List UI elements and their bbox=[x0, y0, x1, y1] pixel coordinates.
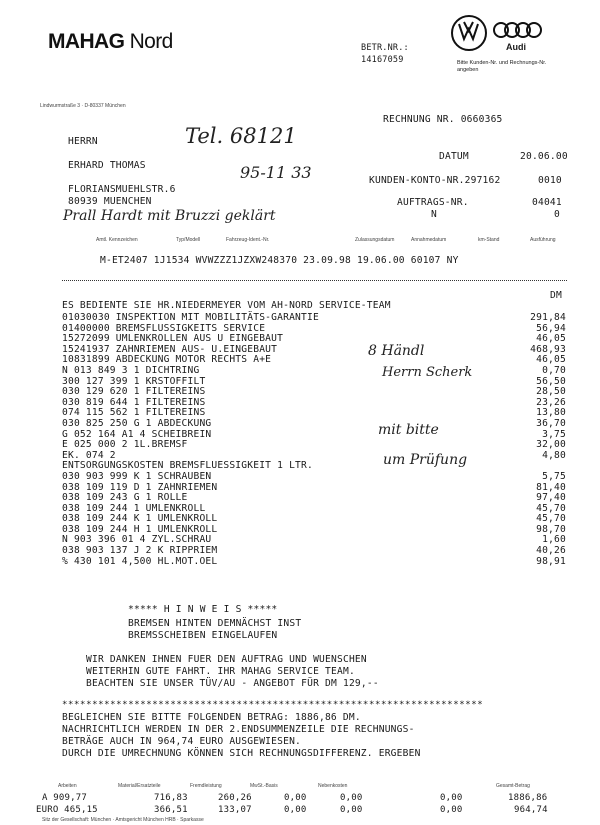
auftrags-label: AUFTRAGS-NR. bbox=[397, 197, 469, 208]
footer-text: Sitz der Gesellschaft: München · Amtsgericht München HRB · Sparkasse bbox=[42, 817, 204, 823]
list-item: EK. 074 2 bbox=[62, 449, 116, 461]
currency-label: DM bbox=[550, 290, 562, 301]
item-amount: 23,26 bbox=[536, 396, 566, 408]
totals-row2-gesamt: 964,74 bbox=[514, 805, 548, 815]
list-item: 030 903 999 K 1 SCHRAUBEN bbox=[62, 470, 212, 482]
item-amount: 45,70 bbox=[536, 502, 566, 514]
handwritten-side3: mit bitte bbox=[378, 422, 439, 438]
item-amount: 46,05 bbox=[536, 354, 566, 366]
item-amount: 32,00 bbox=[536, 439, 566, 451]
handwritten-code: 95-11 33 bbox=[240, 163, 312, 182]
stars-separator: ********************************************************************** bbox=[62, 700, 484, 710]
list-item: 038 109 119 D 1 ZAHNRIEMEN bbox=[62, 481, 218, 493]
vehicle-label-kennzeichen: Amtl. Kennzeichen bbox=[96, 237, 138, 243]
list-item: 038 109 243 G 1 ROLLE bbox=[62, 492, 188, 504]
list-item: 038 109 244 K 1 UMLENKROLL bbox=[62, 513, 218, 525]
totals-row1-arbeiten: A 909,77 bbox=[42, 793, 87, 803]
item-amount: 5,75 bbox=[542, 470, 566, 482]
item-amount: 81,40 bbox=[536, 481, 566, 493]
list-item: 030 819 644 1 FILTEREINS bbox=[62, 396, 206, 408]
vehicle-label-ausfuehrung: Ausführung bbox=[530, 237, 556, 243]
item-amount: 46,05 bbox=[536, 333, 566, 345]
list-item: 15241937 ZAHNRIEMEN AUS- U.EINGEBAUT bbox=[62, 343, 278, 355]
amount-list bbox=[500, 313, 566, 567]
item-amount: 98,70 bbox=[536, 523, 566, 535]
vehicle-label-typ: Typ/Modell bbox=[176, 237, 201, 243]
list-item: 300 127 399 1 KRSTOFFILT bbox=[62, 375, 206, 387]
item-amount: 1,60 bbox=[542, 534, 566, 546]
hinweis-line2: BREMSSCHEIBEN EINGELAUFEN bbox=[128, 630, 278, 641]
customer-city: 80939 MUENCHEN bbox=[68, 196, 152, 207]
list-item: N 013 849 3 1 DICHTRING bbox=[62, 364, 200, 376]
item-amount: 291,84 bbox=[530, 312, 566, 323]
handwritten-side2: Herrn Scherk bbox=[382, 365, 473, 380]
audi-rings-icon bbox=[493, 22, 553, 38]
totals-label-mwst: MwSt.-Basis bbox=[250, 783, 278, 789]
hinweis-title: ***** H I N W E I S ***** bbox=[128, 604, 278, 615]
vehicle-label-km: km-Stand bbox=[478, 237, 500, 243]
company-logo: MAHAG Nord bbox=[48, 30, 173, 53]
item-amount: 40,26 bbox=[536, 545, 566, 557]
vehicle-label-zulassung: Zulassungsdatum bbox=[355, 237, 395, 243]
item-list bbox=[62, 313, 319, 567]
item-amount: 0,70 bbox=[542, 364, 566, 376]
totals-row1-fremd: 260,26 bbox=[218, 793, 252, 803]
customer-name: ERHARD THOMAS bbox=[68, 160, 146, 171]
list-item: 038 903 137 J 2 K RIPPRIEM bbox=[62, 545, 218, 557]
list-item: G 052 164 A1 4 SCHEIBREIN bbox=[62, 428, 212, 440]
totals-row2-fremd: 133,07 bbox=[218, 805, 252, 815]
totals-label-gesamt: Gesamt-Betrag bbox=[496, 783, 530, 789]
item-amount: 3,75 bbox=[542, 428, 566, 440]
list-item: E 025 000 2 1L.BREMSF bbox=[62, 439, 188, 451]
totals-label-arbeiten: Arbeiten bbox=[58, 783, 77, 789]
totals-label-material: Material/Ersatzteile bbox=[118, 783, 161, 789]
datum-value: 20.06.00 bbox=[520, 151, 568, 162]
handwritten-side4: um Prüfung bbox=[383, 452, 468, 468]
customer-street: FLORIANSMUEHLSTR.6 bbox=[68, 184, 176, 195]
item-amount: 28,50 bbox=[536, 386, 566, 398]
payment-line1: BEGLEICHEN SIE BITTE FOLGENDEN BETRAG: 1886,86 DM. bbox=[62, 712, 361, 723]
item-amount: 97,40 bbox=[536, 492, 566, 504]
vw-logo-icon bbox=[451, 15, 487, 51]
totals-row1-neben: 0,00 bbox=[340, 793, 363, 803]
list-item: 10831899 ABDECKUNG MOTOR RECHTS A+E bbox=[62, 354, 272, 366]
totals-label-fremd: Fremdleistung bbox=[190, 783, 222, 789]
kunden-label: KUNDEN-KONTO-NR.297162 bbox=[369, 175, 501, 186]
handwritten-note: Prall Hardt mit Bruzzi geklärt bbox=[63, 208, 276, 224]
hinweis-line1: BREMSEN HINTEN DEMNÄCHST INST bbox=[128, 618, 302, 629]
item-amount: 56,94 bbox=[536, 322, 566, 334]
list-item: 030 825 250 G 1 ABDECKUNG bbox=[62, 417, 212, 429]
totals-label-neben: Nebenkosten bbox=[318, 783, 348, 789]
item-amount: 45,70 bbox=[536, 513, 566, 525]
totals-row2-arbeiten: EURO 465,15 bbox=[36, 805, 98, 815]
list-item: 074 115 562 1 FILTEREINS bbox=[62, 407, 206, 419]
totals-row2-material: 366,51 bbox=[154, 805, 188, 815]
totals-row1-mwst: 0,00 bbox=[284, 793, 307, 803]
list-item: 01400000 BREMSFLUSSIGKEITS SERVICE bbox=[62, 322, 266, 334]
totals-row2-neben: 0,00 bbox=[340, 805, 363, 815]
list-item: % 430 101 4,500 HL.MOT.OEL bbox=[62, 555, 218, 567]
list-item: N 903 396 01 4 ZYL.SCHRAU bbox=[62, 534, 212, 546]
totals-row1-material: 716,83 bbox=[154, 793, 188, 803]
list-item: ENTSORGUNGSKOSTEN BREMSFLUESSIGKEIT 1 LTR. bbox=[62, 460, 313, 472]
item-amount: 4,80 bbox=[542, 449, 566, 461]
auftrags-value: 04041 bbox=[532, 197, 562, 208]
vehicle-label-annahme: Annahmedatum bbox=[411, 237, 447, 243]
thanks-line1: WIR DANKEN IHNEN FUER DEN AUFTRAG UND WUENSCHEN bbox=[86, 654, 367, 665]
payment-line2: NACHRICHTLICH WERDEN IN DER 2.ENDSUMMENZEILE DIE RECHNUNGS- bbox=[62, 724, 415, 735]
datum-label: DATUM bbox=[439, 151, 469, 162]
thanks-line3: BEACHTEN SIE UNSER TÜV/AU - ANGEBOT FÜR DM 129,-- bbox=[86, 678, 379, 689]
item-amount: 98,91 bbox=[536, 555, 566, 567]
service-intro: ES BEDIENTE SIE HR.NIEDERMEYER VOM AH-NORD SERVICE-TEAM bbox=[62, 300, 391, 311]
payment-line3: BETRÄGE AUCH IN 964,74 EURO AUSGEWIESEN. bbox=[62, 736, 302, 747]
auftrags-sub2: 0 bbox=[554, 209, 560, 220]
item-amount: 13,80 bbox=[536, 407, 566, 419]
payment-line4: DURCH DIE UMRECHNUNG KÖNNEN SICH RECHNUNGSDIFFERENZ. ERGEBEN bbox=[62, 748, 421, 759]
thanks-line2: WEITERHIN GUTE FAHRT. IHR MAHAG SERVICE TEAM. bbox=[86, 666, 355, 677]
list-item: 038 109 244 H 1 UMLENKROLL bbox=[62, 523, 218, 535]
kunden-value: 0010 bbox=[538, 175, 562, 186]
invoice-number: RECHNUNG NR. 0660365 bbox=[383, 114, 503, 125]
list-item: 038 109 244 1 UMLENKROLL bbox=[62, 502, 206, 514]
handwritten-phone: Tel. 68121 bbox=[185, 124, 297, 148]
vehicle-label-ident: Fahrzeug-Ident.-Nr. bbox=[226, 237, 270, 243]
auftrags-sub1: N bbox=[431, 209, 437, 220]
salutation: HERRN bbox=[68, 136, 98, 147]
totals-row2-extra: 0,00 bbox=[440, 805, 463, 815]
totals-row1-extra: 0,00 bbox=[440, 793, 463, 803]
item-amount: 36,70 bbox=[536, 417, 566, 429]
separator-top bbox=[62, 280, 567, 281]
audi-label: Audi bbox=[506, 42, 526, 52]
handwritten-side1: 8 Händl bbox=[368, 343, 425, 359]
item-amount: 468,93 bbox=[530, 343, 566, 355]
totals-row2-mwst: 0,00 bbox=[284, 805, 307, 815]
list-item: 01030030 INSPEKTION MIT MOBILITÄTS-GARANTIE bbox=[62, 312, 319, 323]
hint-text: Bitte Kunden-Nr. und Rechnungs-Nr. angeben bbox=[457, 60, 547, 73]
totals-row1-gesamt: 1886,86 bbox=[508, 793, 548, 803]
vehicle-data-line: M-ET2407 1J1534 WVWZZZ1JZXW248370 23.09.98 19.06.00 60107 NY bbox=[100, 255, 459, 266]
betr-label: BETR.NR.: bbox=[361, 43, 409, 53]
betr-number: 14167059 bbox=[361, 55, 404, 65]
sender-line: Lindwurmstraße 3 · D-80337 München bbox=[40, 103, 126, 109]
item-amount: 56,50 bbox=[536, 375, 566, 387]
list-item: 030 129 620 1 FILTEREINS bbox=[62, 386, 206, 398]
list-item: 15272099 UMLENKROLLEN AUS U EINGEBAUT bbox=[62, 333, 284, 345]
